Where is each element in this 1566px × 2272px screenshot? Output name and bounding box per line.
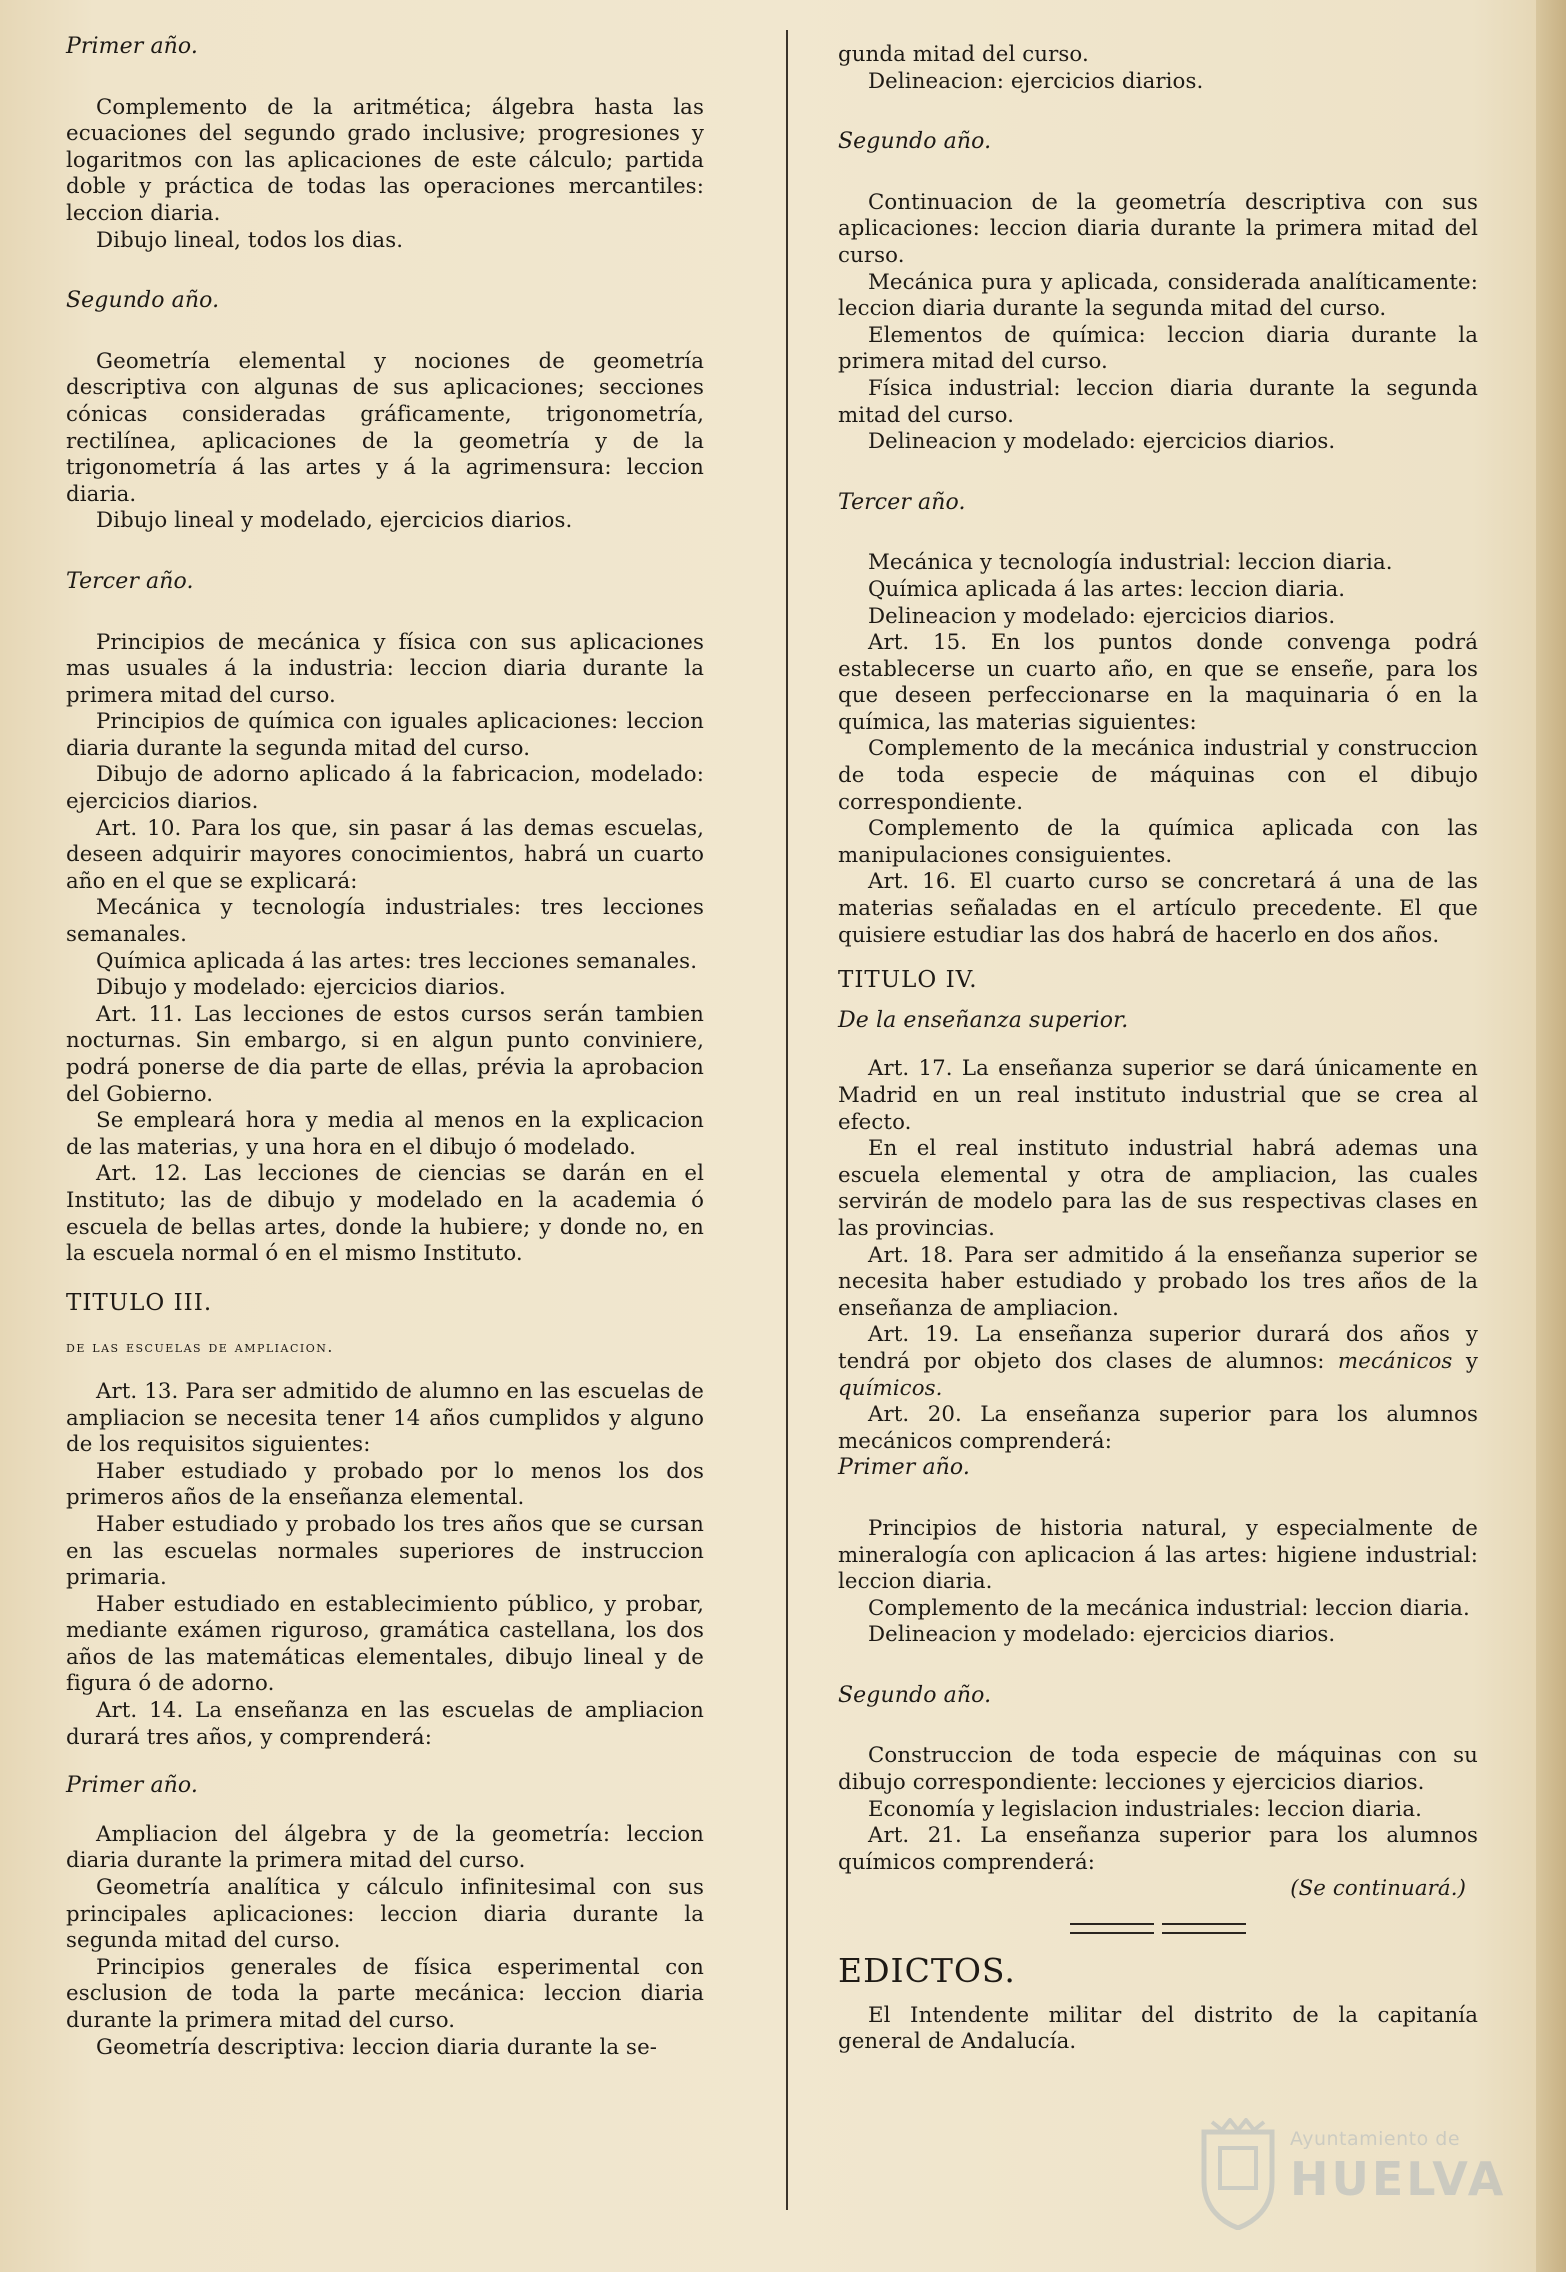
title-heading: TITULO III.	[66, 1289, 213, 1316]
italic-term: químicos.	[838, 1375, 943, 1401]
paragraph: Dibujo lineal, todos los dias.	[96, 227, 404, 253]
column-divider	[786, 30, 788, 2210]
paragraph: Continuacion de la geometría descriptiva con sus aplicaciones: leccion diaria durante la primera mitad del curso.	[838, 189, 1478, 268]
paragraph: Delineacion y modelado: ejercicios diarios.	[868, 603, 1336, 629]
left-column	[66, 34, 704, 2061]
paragraph: Dibujo y modelado: ejercicios diarios.	[96, 975, 506, 1001]
right-column	[838, 42, 1478, 2056]
section-heading: Tercer año.	[66, 568, 194, 594]
paragraph: Dibujo de adorno aplicado á la fabricacion, modelado: ejercicios diarios.	[66, 762, 704, 815]
paragraph: Química aplicada á las artes: tres lecciones semanales.	[96, 948, 698, 974]
article-paragraph: Art. 18. Para ser admitido á la enseñanza superior se necesita haber estudiado y probado los tres años de la enseñanza de ampliacion.	[838, 1242, 1478, 1321]
coat-of-arms-icon	[1198, 2118, 1278, 2230]
article-paragraph: Art. 10. Para los que, sin pasar á las demas escuelas, deseen adquirir mayores conocimientos, habrá un cuarto año en el que se explicará:	[66, 815, 704, 894]
section-heading: Primer año.	[66, 34, 198, 59]
section-heading: Segundo año.	[838, 1682, 992, 1708]
paragraph: Delineacion y modelado: ejercicios diarios.	[868, 429, 1336, 455]
article-text: Art. 19. La enseñanza superior durará dos años y tendrá por objeto dos clases de alumnos:	[838, 1322, 1478, 1374]
article-paragraph: Art. 12. Las lecciones de ciencias se darán en el Instituto; las de dibujo y modelado en la academia ó escuela de bellas artes, donde la hubiere; y donde no, en la escuela normal ó en el mismo Instituto.	[66, 1161, 704, 1267]
paragraph: Elementos de química: leccion diaria durante la primera mitad del curso.	[838, 322, 1478, 375]
paragraph: El Intendente militar del distrito de la capitanía general de Andalucía.	[838, 2002, 1478, 2055]
section-heading: Primer año.	[66, 1773, 198, 1799]
paragraph: Delineacion: ejercicios diarios.	[868, 68, 1204, 94]
article-paragraph: Art. 16. El cuarto curso se concretará á una de las materias señaladas en el artículo precedente. El que quisiere estudiar las dos habrá de hacerlo en dos años.	[838, 869, 1478, 948]
rule-segment	[1162, 1923, 1246, 1934]
paragraph: Física industrial: leccion diaria durante la segunda mitad del curso.	[838, 375, 1478, 428]
watermark-line1: Ayuntamiento de	[1290, 2128, 1461, 2150]
paragraph: Mecánica pura y aplicada, considerada analíticamente: leccion diaria durante la segunda mitad del curso.	[838, 269, 1478, 322]
subtitle-heading: de las escuelas de ampliacion.	[66, 1338, 334, 1357]
paragraph: Principios generales de física esperimental con esclusion de toda la parte mecánica: leccion diaria durante la primera mitad del curso.	[66, 1954, 704, 2033]
article-paragraph: Art. 20. La enseñanza superior para los alumnos mecánicos comprenderá:	[838, 1402, 1478, 1454]
section-heading: Segundo año.	[838, 129, 992, 155]
paragraph: Principios de química con iguales aplicaciones: leccion diaria durante la segunda mitad del curso.	[66, 709, 704, 761]
paragraph: Geometría analítica y cálculo infinitesimal con sus principales aplicaciones: leccion diaria durante la segunda mitad del curso.	[66, 1875, 704, 1954]
ornament-rule	[838, 1923, 1478, 1934]
page-edge	[1536, 0, 1566, 2272]
subtitle-heading: De la enseñanza superior.	[838, 1007, 1129, 1033]
article-text: y	[1452, 1348, 1478, 1374]
paragraph: Geometría descriptiva: leccion diaria durante la se-	[96, 2034, 658, 2060]
article-paragraph: Art. 21. La enseñanza superior para los alumnos químicos comprenderá:	[838, 1823, 1478, 1875]
paragraph: Ampliacion del álgebra y de la geometría: leccion diaria durante la primera mitad del curso.	[66, 1821, 704, 1874]
article-paragraph: Art. 14. La enseñanza en las escuelas de ampliacion durará tres años, y comprenderá:	[66, 1698, 704, 1750]
section-heading: Segundo año.	[66, 288, 220, 314]
article-paragraph: Art. 11. Las lecciones de estos cursos serán tambien nocturnas. Sin embargo, si en algun punto conviniere, podrá ponerse de dia parte de ellas, prévia la aprobacion del Gobierno.	[66, 1001, 704, 1107]
paragraph: Complemento de la aritmética; álgebra hasta las ecuaciones del segundo grado inclusive; progresiones y logaritmos con las aplicaciones de este cálculo; partida doble y práctica de todas las operaciones mercantiles: leccion diaria.	[66, 94, 704, 226]
watermark-line2: HUELVA	[1290, 2152, 1507, 2206]
article-paragraph: Art. 13. Para ser admitido de alumno en las escuelas de ampliacion se necesita tener 14 años cumplidos y alguno de los requisitos siguientes:	[66, 1378, 704, 1458]
italic-term: mecánicos	[1337, 1348, 1453, 1374]
paragraph: En el real instituto industrial habrá ademas una escuela elemental y otra de ampliacion, las cuales servirán de modelo para las de sus respectivas clases en las provincias.	[838, 1136, 1478, 1241]
paragraph: Complemento de la química aplicada con las manipulaciones consiguientes.	[838, 816, 1478, 868]
paragraph: Geometría elemental y nociones de geometría descriptiva con algunas de sus aplicaciones; secciones cónicas consideradas gráficamente, trigonometría, rectilínea, aplicaciones de la geometría y de la trigonometría á las artes y á la agrimensura: leccion diaria.	[66, 348, 704, 507]
paragraph: Haber estudiado en establecimiento público, y probar, mediante exámen riguroso, gramática castellana, los dos años de las matemáticas elementales, dibujo lineal y de figura ó de adorno.	[66, 1591, 704, 1697]
paragraph: Principios de mecánica y física con sus aplicaciones mas usuales á la industria: leccion diaria durante la primera mitad del curso.	[66, 629, 704, 708]
paragraph: gunda mitad del curso.	[838, 42, 1089, 67]
paragraph: Dibujo lineal y modelado, ejercicios diarios.	[96, 508, 573, 534]
paragraph: Haber estudiado y probado por lo menos los dos primeros años de la enseñanza elemental.	[66, 1458, 704, 1511]
paragraph: Economía y legislacion industriales: leccion diaria.	[868, 1796, 1422, 1822]
rule-segment	[1070, 1923, 1154, 1934]
continuation-note: (Se continuará.)	[1290, 1876, 1466, 1902]
article-paragraph	[838, 1322, 1478, 1402]
paragraph: Mecánica y tecnología industrial: leccion diaria.	[868, 550, 1393, 576]
archive-watermark	[1198, 2118, 1507, 2238]
edicts-heading: EDICTOS.	[838, 1951, 1016, 1991]
paragraph: Mecánica y tecnología industriales: tres lecciones semanales.	[66, 895, 704, 948]
section-heading: Tercer año.	[838, 489, 966, 515]
paragraph: Se empleará hora y media al menos en la explicacion de las materias, y una hora en el dibujo ó modelado.	[66, 1108, 704, 1160]
paragraph: Principios de historia natural, y especialmente de mineralogía con aplicacion á las artes: higiene industrial: leccion diaria.	[838, 1515, 1478, 1595]
paragraph: Química aplicada á las artes: leccion diaria.	[868, 576, 1346, 602]
title-heading: TITULO IV.	[838, 967, 978, 994]
paragraph: Complemento de la mecánica industrial: leccion diaria.	[868, 1595, 1470, 1621]
section-heading: Primer año.	[838, 1455, 970, 1481]
paragraph: Haber estudiado y probado los tres años que se cursan en las escuelas normales superiores de instruccion primaria.	[66, 1511, 704, 1591]
article-paragraph: Art. 17. La enseñanza superior se dará únicamente en Madrid en un real instituto industrial que se crea al efecto.	[838, 1056, 1478, 1135]
paragraph: Delineacion y modelado: ejercicios diarios.	[868, 1622, 1336, 1648]
article-paragraph: Art. 15. En los puntos donde convenga podrá establecerse un cuarto año, en que se enseñe, para los que deseen perfeccionarse en la maquinaria ó en la química, las materias siguientes:	[838, 630, 1478, 735]
paragraph: Construccion de toda especie de máquinas con su dibujo correspondiente: lecciones y ejercicios diarios.	[838, 1743, 1478, 1796]
paragraph: Complemento de la mecánica industrial y construccion de toda especie de máquinas con el dibujo correspondiente.	[838, 736, 1478, 815]
